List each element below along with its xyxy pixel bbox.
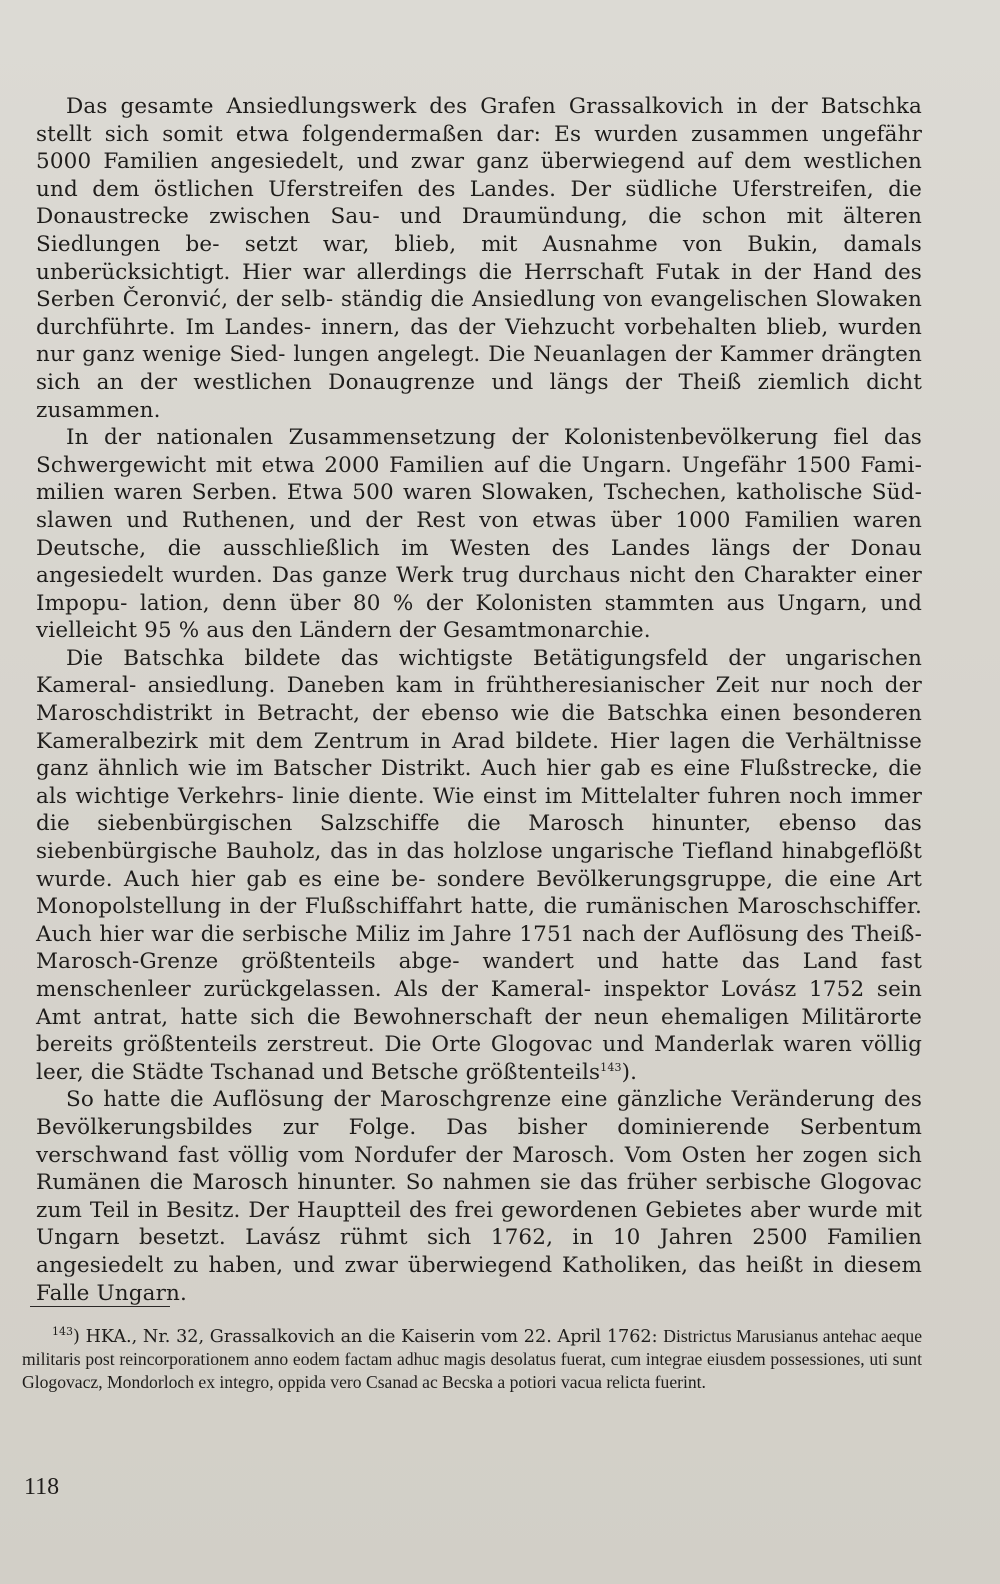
footnote-latin-quote: Districtus Marusianus antehac aeque militaris post reincorporationem anno eodem factam adhuc magis desolatus fuerat, cum integrae eiusdem possessiones, uti sunt Glogovacz, Mondorloch ex integro, oppida vero Csanad ac Becska a potiori vacua relicta fuerint. <box>22 1326 922 1392</box>
footnote <box>22 1325 922 1394</box>
paragraph-2: In der nationalen Zusammensetzung der Kolonistenbevölkerung fiel das Schwergewicht mit etwa 2000 Familien auf die Ungarn. Ungefähr 1500 Fami- milien waren Serben. Etwa 500 waren Slowaken, Tschechen, katholische Süd- slawen und Ruthenen, und der Rest von etwas über 1000 Familien waren Deutsche, die ausschließlich im Westen des Landes längs der Donau angesiedelt wurden. Das ganze Werk trug durchaus nicht den Charakter einer Impopu- lation, denn über 80 % der Kolonisten stammten aus Ungarn, und vielleicht 95 % aus den Ländern der Gesamtmonarchie. <box>36 425 922 644</box>
footnote-intro: ) HKA., Nr. 32, Grassalkovich an die Kaiserin vom 22. April 1762: <box>73 1327 658 1347</box>
paragraph-1: Das gesamte Ansiedlungswerk des Grafen Grassalkovich in der Batschka stellt sich somit etwa folgendermaßen dar: Es wurden zusammen ungefähr 5000 Familien angesiedelt, und zwar ganz überwiegend auf dem westlichen und dem östlichen Uferstreifen des Landes. Der südliche Uferstreifen, die Donaustrecke zwischen Sau- und Draumündung, die schon mit älteren Siedlungen be- setzt war, blieb, mit Ausnahme von Bukin, damals unberücksichtigt. Hier war allerdings die Herrschaft Futak in der Hand des Serben Čeronvić, der selb- ständig die Ansiedlung von evangelischen Slowaken durchführte. Im Landes- innern, das der Viehzucht vorbehalten blieb, wurden nur ganz wenige Sied- lungen angelegt. Die Neuanlagen der Kammer drängten sich an der westlichen Donaugrenze und längs der Theiß ziemlich dicht zusammen. <box>36 94 922 423</box>
paragraph-3-tail: ). <box>621 1059 638 1085</box>
footnote-divider <box>30 1306 170 1307</box>
body-text <box>36 93 922 1307</box>
paragraph-3 <box>36 645 922 1087</box>
paragraph-4: So hatte die Auflösung der Maroschgrenze eine gänzliche Veränderung des Bevölkerungsbildes zur Folge. Das bisher dominierende Serbentum verschwand fast völlig vom Nordufer der Marosch. Vom Osten her zogen sich Rumänen die Marosch hinunter. So nahmen sie das früher serbische Glogovac zum Teil in Besitz. Der Hauptteil des frei gewordenen Gebietes aber wurde mit Ungarn besetzt. Lavász rühmt sich 1762, in 10 Jahren 2500 Familien angesiedelt zu haben, und zwar überwiegend Katholiken, das heißt in diesem Falle Ungarn. <box>36 1087 922 1306</box>
paragraph-3-text: Die Batschka bildete das wichtigste Betätigungsfeld der ungarischen Kameral- ansiedlung. Daneben kam in frühtheresianischer Zeit nur noch der Maroschdistrikt in Betracht, der ebenso wie die Batschka einen besonderen Kameralbezirk mit dem Zentrum in Arad bildete. Hier lagen die Verhältnisse ganz ähnlich wie im Batscher Distrikt. Auch hier gab es eine Flußstrecke, die als wichtige Verkehrs- linie diente. Wie einst im Mittelalter fuhren noch immer die siebenbürgischen Salzschiffe die Marosch hinunter, ebenso das siebenbürgische Bauholz, das in das holzlose ungarische Tiefland hinabgeflößt wurde. Auch hier gab es eine be- sondere Bevölkerungsgruppe, die eine Art Monopolstellung in der Flußschiffahrt hatte, die rumänischen Maroschschiffer. Auch hier war die serbische Miliz im Jahre 1751 nach der Auflösung des Theiß-Marosch-Grenze größtenteils abge- wandert und hatte das Land fast menschenleer zurückgelassen. Als der Kameral- inspektor Lovász 1752 sein Amt antrat, hatte sich die Bewohnerschaft der neun ehemaligen Militärorte bereits größtenteils zerstreut. Die Orte Glogovac und Manderlak waren völlig leer, die Städte Tschanad und Betsche größtenteils <box>36 645 922 1085</box>
footnote-number: 143 <box>52 1325 73 1339</box>
page-number: 118 <box>24 1474 60 1500</box>
footnote-reference: 143 <box>600 1060 622 1074</box>
